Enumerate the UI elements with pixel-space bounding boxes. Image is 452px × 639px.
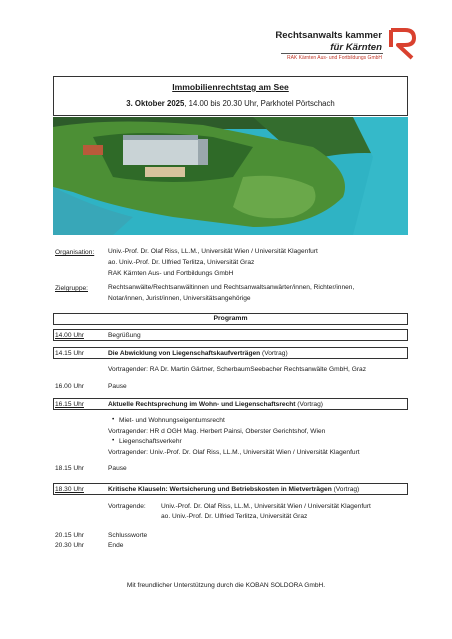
organisation-label: Organisation: xyxy=(55,249,95,256)
item-vortrag-3 xyxy=(108,486,359,493)
item-ende: Ende xyxy=(108,542,124,549)
zielgruppe-label: Zielgruppe: xyxy=(55,285,88,292)
speaker-3: Vortragender: Univ.-Prof. Dr. Olaf Riss, LL.M., Universität Wien / Universität Klagenfurt xyxy=(108,449,360,456)
time-1830: 18.30 Uhr xyxy=(55,486,84,493)
row-box xyxy=(53,329,408,341)
zielgruppe-line-1: Rechtsanwälte/Rechtsanwältinnen und Rechtsanwaltsanwärter/innen, Richter/innen, xyxy=(108,284,355,291)
organisation-line-2: ao. Univ.-Prof. Dr. Ulfried Terlitza, Universität Graz xyxy=(108,259,255,266)
time-1415: 14.15 Uhr xyxy=(55,350,84,357)
speakers-label: Vortragende: xyxy=(108,503,146,510)
item-vortrag-1-title: Die Abwicklung von Liegenschaftskaufverträgen xyxy=(108,350,261,357)
item-schlussworte: Schlussworte xyxy=(108,532,148,539)
event-details: , 14.00 bis 20.30 Uhr, Parkhotel Pörtschach xyxy=(184,99,335,108)
item-pause-1: Pause xyxy=(108,383,127,390)
item-vortrag-3-title: Kritische Klauseln: Wertsicherung und Betriebskosten in Mietverträgen xyxy=(108,486,332,493)
organisation-line-3: RAK Kärnten Aus- und Fortbildungs GmbH xyxy=(108,270,234,277)
time-1615: 16.15 Uhr xyxy=(55,401,84,408)
topic-liegenschaft: Liegenschaftsverkehr xyxy=(119,438,182,445)
time-1815: 18.15 Uhr xyxy=(55,465,84,472)
org-region: für Kärnten xyxy=(330,42,382,53)
topic-mietrecht: Miet- und Wohnungseigentumsrecht xyxy=(119,417,225,424)
item-vortrag-2-title: Aktuelle Rechtsprechung im Wohn- und Liegenschaftsrecht xyxy=(108,401,296,408)
bullet-icon: • xyxy=(112,437,115,444)
item-begruessung: Begrüßung xyxy=(108,332,141,339)
event-title: Immobilienrechtstag am See xyxy=(172,82,289,92)
speaker-4: Univ.-Prof. Dr. Olaf Riss, LL.M., Universität Wien / Universität Klagenfurt xyxy=(161,503,371,510)
speaker-5: ao. Univ.-Prof. Dr. Ulfried Terlitza, Universität Graz xyxy=(161,513,308,520)
org-name: Rechtsanwalts kammer xyxy=(275,30,382,41)
item-vortrag-1-type: (Vortrag) xyxy=(260,350,288,357)
item-vortrag-2 xyxy=(108,401,323,408)
logo-divider xyxy=(281,53,383,54)
time-1400: 14.00 Uhr xyxy=(55,332,84,339)
item-vortrag-2-type: (Vortrag) xyxy=(295,401,323,408)
time-1600: 16.00 Uhr xyxy=(55,383,84,390)
speaker-1: Vortragender: RA Dr. Martin Gärtner, ScherbaumSeebacher Rechtsanwälte GmbH, Graz xyxy=(108,366,367,373)
item-vortrag-1 xyxy=(108,350,288,357)
hotel-aerial-photo xyxy=(53,117,408,235)
event-date: 3. Oktober 2025 xyxy=(126,99,185,108)
sponsor-note: Mit freundlicher Unterstützung durch die KOBAN SOLDORA GmbH. xyxy=(126,582,326,589)
organisation-line-1: Univ.-Prof. Dr. Olaf Riss, LL.M., Universität Wien / Universität Klagenfurt xyxy=(108,248,318,255)
time-2015: 20.15 Uhr xyxy=(55,532,84,539)
zielgruppe-line-2: Notar/innen, Jurist/innen, Universitätsangehörige xyxy=(108,295,251,302)
bullet-icon: • xyxy=(112,416,115,423)
speaker-2: Vortragender: HR d OGH Mag. Herbert Painsi, Oberster Gerichtshof, Wien xyxy=(108,428,326,435)
time-2030: 20.30 Uhr xyxy=(55,542,84,549)
item-pause-2: Pause xyxy=(108,465,127,472)
item-vortrag-3-type: (Vortrag) xyxy=(331,486,360,493)
rak-logo-icon xyxy=(388,27,418,61)
program-title: Programm xyxy=(213,315,248,322)
event-subtitle xyxy=(53,99,408,108)
org-tagline: RAK Kärnten Aus- und Fortbildungs GmbH xyxy=(286,55,382,61)
